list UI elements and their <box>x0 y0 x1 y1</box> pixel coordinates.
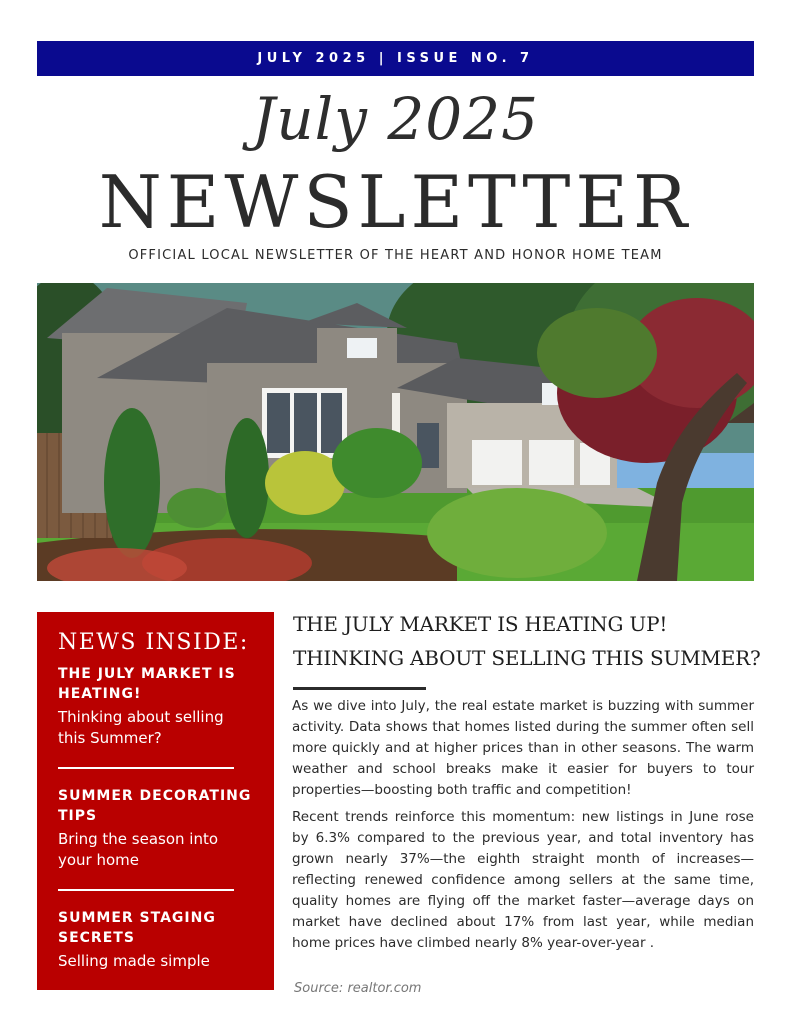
sidebar-item-staging <box>58 908 254 972</box>
sidebar-divider <box>58 767 234 769</box>
sidebar-item-description: Thinking about selling this Summer? <box>58 708 224 747</box>
sidebar-title: NEWS INSIDE: <box>58 630 249 655</box>
headline-divider <box>293 687 426 690</box>
newsletter-title: NEWSLETTER <box>98 160 693 244</box>
article-body <box>292 696 754 960</box>
article-paragraph: As we dive into July, the real estate market is buzzing with summer activity. Data shows that homes listed during the summer often sell more quickly and at higher prices than in other seasons. The warm weather and school breaks make it easier for buyers to tour properties—boosting both traffic and competition! <box>292 698 754 798</box>
headline-line-2: THINKING ABOUT SELLING THIS SUMMER? <box>293 646 761 670</box>
sidebar-item-heading: SUMMER DECORATING TIPS <box>58 788 252 824</box>
issue-line: JULY 2025 | ISSUE NO. 7 <box>257 51 534 66</box>
sidebar-item-heading: THE JULY MARKET IS HEATING! <box>58 666 236 702</box>
article-paragraph: Recent trends reinforce this momentum: new listings in June rose by 6.3% compared to the previous year, and total inventory has grown nearly 37%—the eighth straight month of increases—reflecting renewed confidence among sellers at the same time, quality homes are flying off the market faster—average days on market have declined about 17% from last year, while median home prices have climbed nearly 8% year-over-year . <box>292 809 754 951</box>
article-source: Source: realtor.com <box>294 981 422 996</box>
sidebar-item-decorating <box>58 786 254 871</box>
sidebar-item-market <box>58 664 254 749</box>
article-headline <box>293 607 773 675</box>
house-photo <box>37 283 754 581</box>
news-inside-sidebar <box>37 612 274 990</box>
sidebar-item-description: Selling made simple <box>58 952 210 970</box>
sidebar-item-description: Bring the season into your home <box>58 830 219 869</box>
sidebar-divider <box>58 889 234 891</box>
sidebar-item-heading: SUMMER STAGING SECRETS <box>58 910 216 946</box>
headline-line-1: THE JULY MARKET IS HEATING UP! <box>293 612 668 636</box>
script-title: July 2025 <box>252 85 539 153</box>
issue-banner <box>37 41 754 76</box>
newsletter-subtitle: OFFICIAL LOCAL NEWSLETTER OF THE HEART AND HONOR HOME TEAM <box>128 248 663 263</box>
